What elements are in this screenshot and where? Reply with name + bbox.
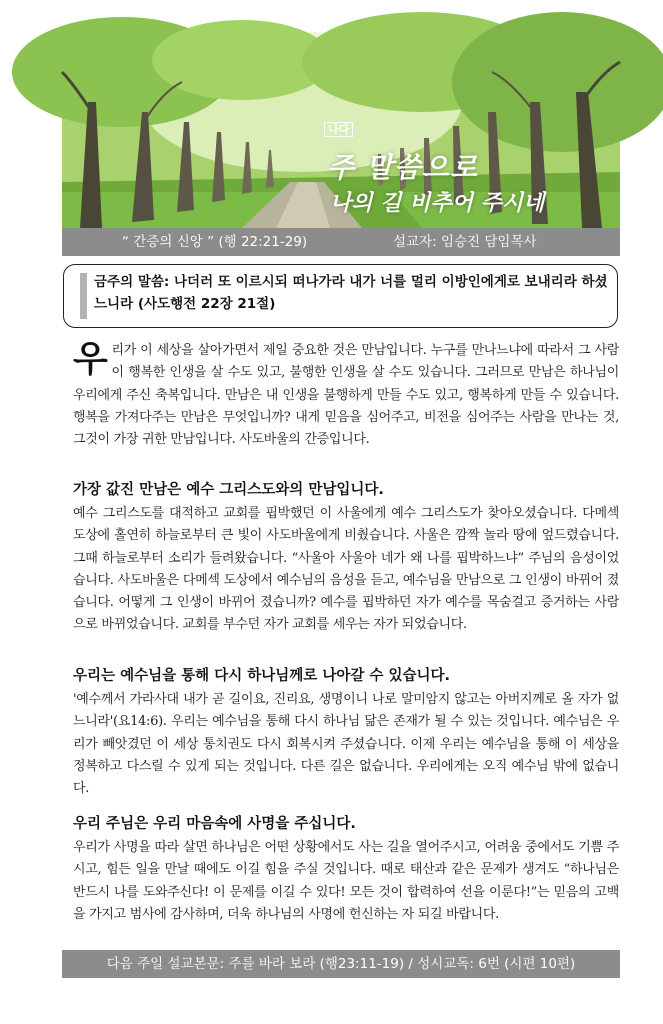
section-heading-1: 가장 값진 만남은 예수 그리스도와의 만남입니다. bbox=[73, 482, 384, 498]
verse-accent-bar bbox=[80, 273, 87, 319]
sermon-title-bar bbox=[62, 228, 620, 256]
section-text-2: '예수께서 가라사대 내가 곧 길이요, 진리요, 생명이니 나로 말미암지 않고는 아버지께로 올 자가 없느니라'(요14:6). 우리는 예수님을 통해 다시 하나님 닮은 존재가 될 수 있는 것입니다. 예수님은 우리가 빼앗겼던 이 세상 통치권도 다시 회복시켜 주셨습니다. 이제 우리는 예수님을 통해 이 세상을 정복하고 다스릴 수 있게 되는 것입니다. 다른 길은 없습니다. 우리에게는 오직 예수님 밖에 없습니다. bbox=[73, 692, 619, 797]
banner-title-line1: 주 말씀으로 bbox=[327, 151, 478, 184]
intro-text: 리가 이 세상을 살아가면서 제일 중요한 것은 만남입니다. 누구를 만나느냐에 따라서 그 사람이 행복한 인생을 살 수도 있고, 불행한 인생을 살 수도 있습니다. 그러므로 만남은 하나님이 우리에게 주신 축복입니다. 만남은 내 인생을 불행하게 만들 수도 있고, 행복하게 만들 수 있습니다. 행복을 가져다주는 만남은 무엇입니까? 내게 믿음을 심어주고, 비전을 심어주는 사람을 만나는 것, 그것이 가장 귀한 만남입니다. 사도바울의 간증입니다. bbox=[73, 343, 619, 448]
section-text-3: 우리가 사명을 따라 살면 하나님은 어떤 상황에서도 사는 길을 열어주시고, 어려움 중에서도 기쁨 주시고, 힘든 일을 만날 때에도 이길 힘을 주실 것입니다. 때로 태산과 같은 문제가 생겨도 “하나님은 반드시 나를 도와주신다! 이 문제를 이길 수 있다! 모든 것이 합력하여 선을 이룬다!”는 믿음의 고백을 가지고 범사에 감사하며, 더욱 하나님의 사명에 헌신하는 자 되길 바랍니다. bbox=[73, 840, 619, 922]
banner-title-line2: 나의 길 비추어 주시네 bbox=[330, 190, 545, 216]
verse-label: 금주의 말씀: bbox=[94, 274, 170, 290]
verse-text: 나더러 또 이르시되 떠나가라 내가 너를 멀리 이방인에게로 보내리라 하셨느니라 (사도행전 22장 21절) bbox=[94, 274, 608, 312]
banner-tag: 나다 bbox=[324, 122, 353, 137]
header-banner bbox=[62, 42, 620, 228]
section-heading-2: 우리는 예수님을 통해 다시 하나님께로 나아갈 수 있습니다. bbox=[73, 668, 451, 684]
intro-paragraph bbox=[73, 340, 619, 451]
section-heading-3: 우리 주님은 우리 마음속에 사명을 주십니다. bbox=[73, 816, 356, 832]
sermon-title: “ 간증의 신앙 ” (행 22:21-29) bbox=[122, 234, 308, 250]
weekly-verse-box bbox=[63, 264, 618, 328]
section-text-1: 예수 그리스도를 대적하고 교회를 핍박했던 이 사울에게 예수 그리스도가 찾아오셨습니다. 다메섹 도상에 홀연히 하늘로부터 큰 빛이 사도바울에게 비췄습니다. 사울은 깜짝 놀라 땅에 엎드렸습니다. 그때 하늘로부터 소리가 들려왔습니다. “사울아 사울아 네가 왜 나를 핍박하느냐” 주님의 음성이었습니다. 사도바울은 다메섹 도상에서 예수님의 음성을 듣고, 예수님을 만남으로 그 인생이 바뀌어 졌습니다. 어떻게 그 인생이 바뀌어 졌습니까? 예수를 핍박하던 자가 예수를 목숨걸고 증거하는 사람으로 바뀌었습니다. 교회를 부수던 자가 교회를 세우는 자가 되었습니다. bbox=[73, 506, 619, 633]
weekly-verse bbox=[94, 271, 614, 315]
dropcap: 우 bbox=[73, 339, 108, 380]
preacher-name: 설교자: 임승진 담임목사 bbox=[393, 234, 537, 250]
next-week-info-bar: 다음 주일 설교본문: 주를 바라 보라 (행23:11-19) / 성시교독: 6번 (시편 10편) bbox=[62, 950, 620, 978]
